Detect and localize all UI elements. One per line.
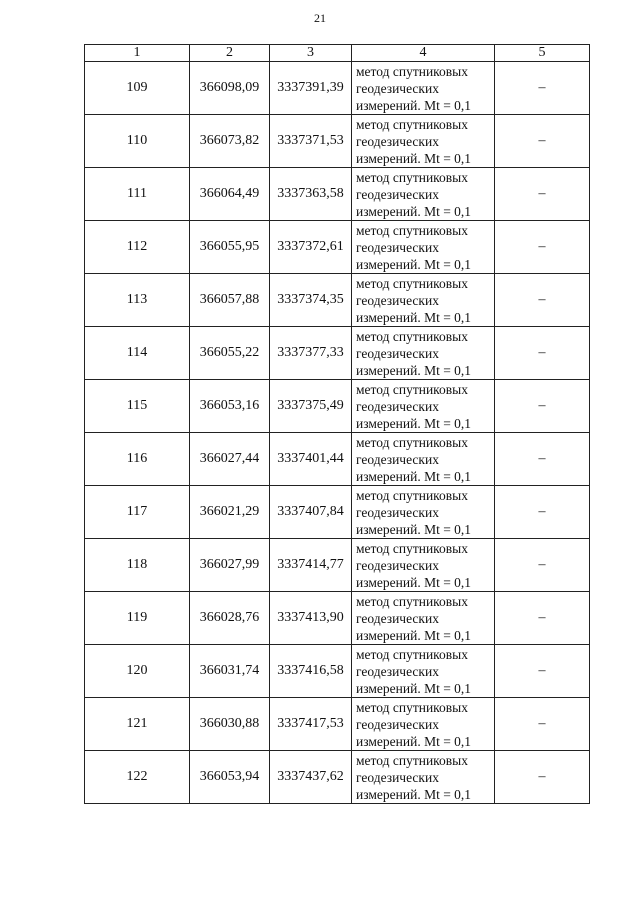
method-text-line: метод спутниковых bbox=[356, 381, 468, 397]
y-coordinate-cell: 3337375,49 bbox=[270, 380, 352, 433]
y-coordinate-cell: 3337413,90 bbox=[270, 592, 352, 645]
method-cell bbox=[352, 645, 495, 698]
method-cell bbox=[352, 486, 495, 539]
method-cell bbox=[352, 115, 495, 168]
table-row bbox=[85, 486, 590, 539]
coordinates-table bbox=[84, 44, 590, 804]
point-number-cell: 117 bbox=[85, 486, 190, 539]
point-number-cell: 115 bbox=[85, 380, 190, 433]
method-text-line: измерений. Mt = 0,1 bbox=[356, 150, 472, 166]
method-cell bbox=[352, 62, 495, 115]
column-header-5: 5 bbox=[495, 45, 590, 62]
method-cell bbox=[352, 327, 495, 380]
method-text-line: измерений. Mt = 0,1 bbox=[356, 415, 472, 431]
y-coordinate-cell: 3337391,39 bbox=[270, 62, 352, 115]
column-header-1: 1 bbox=[85, 45, 190, 62]
point-number-cell: 114 bbox=[85, 327, 190, 380]
note-cell: – bbox=[495, 539, 590, 592]
method-cell bbox=[352, 380, 495, 433]
method-text-line: геодезических bbox=[356, 345, 439, 361]
y-coordinate-cell: 3337416,58 bbox=[270, 645, 352, 698]
column-header-3: 3 bbox=[270, 45, 352, 62]
point-number-cell: 120 bbox=[85, 645, 190, 698]
y-coordinate-cell: 3337372,61 bbox=[270, 221, 352, 274]
table-row bbox=[85, 592, 590, 645]
table-row bbox=[85, 751, 590, 804]
note-cell: – bbox=[495, 221, 590, 274]
method-text-line: геодезических bbox=[356, 716, 439, 732]
column-header-2: 2 bbox=[190, 45, 270, 62]
method-text-line: метод спутниковых bbox=[356, 646, 468, 662]
x-coordinate-cell: 366073,82 bbox=[190, 115, 270, 168]
x-coordinate-cell: 366098,09 bbox=[190, 62, 270, 115]
table-row bbox=[85, 274, 590, 327]
x-coordinate-cell: 366027,99 bbox=[190, 539, 270, 592]
table-row bbox=[85, 433, 590, 486]
method-cell bbox=[352, 539, 495, 592]
table-row bbox=[85, 698, 590, 751]
point-number-cell: 121 bbox=[85, 698, 190, 751]
method-cell bbox=[352, 751, 495, 804]
x-coordinate-cell: 366053,94 bbox=[190, 751, 270, 804]
y-coordinate-cell: 3337417,53 bbox=[270, 698, 352, 751]
note-cell: – bbox=[495, 327, 590, 380]
note-cell: – bbox=[495, 62, 590, 115]
x-coordinate-cell: 366030,88 bbox=[190, 698, 270, 751]
method-text-line: измерений. Mt = 0,1 bbox=[356, 309, 472, 325]
method-text-line: геодезических bbox=[356, 133, 439, 149]
method-text-line: метод спутниковых bbox=[356, 222, 468, 238]
x-coordinate-cell: 366057,88 bbox=[190, 274, 270, 327]
method-cell bbox=[352, 221, 495, 274]
table-row bbox=[85, 221, 590, 274]
method-text-line: геодезических bbox=[356, 239, 439, 255]
x-coordinate-cell: 366021,29 bbox=[190, 486, 270, 539]
method-text-line: метод спутниковых bbox=[356, 169, 468, 185]
method-text-line: метод спутниковых bbox=[356, 752, 468, 768]
table-body bbox=[85, 62, 590, 804]
method-text-line: геодезических bbox=[356, 769, 439, 785]
note-cell: – bbox=[495, 486, 590, 539]
y-coordinate-cell: 3337401,44 bbox=[270, 433, 352, 486]
note-cell: – bbox=[495, 698, 590, 751]
note-cell: – bbox=[495, 380, 590, 433]
note-cell: – bbox=[495, 433, 590, 486]
table-row bbox=[85, 62, 590, 115]
note-cell: – bbox=[495, 115, 590, 168]
table-row bbox=[85, 327, 590, 380]
method-text-line: метод спутниковых bbox=[356, 593, 468, 609]
x-coordinate-cell: 366053,16 bbox=[190, 380, 270, 433]
table-row bbox=[85, 645, 590, 698]
method-text-line: геодезических bbox=[356, 557, 439, 573]
method-text-line: измерений. Mt = 0,1 bbox=[356, 627, 472, 643]
method-text-line: метод спутниковых bbox=[356, 275, 468, 291]
point-number-cell: 110 bbox=[85, 115, 190, 168]
note-cell: – bbox=[495, 751, 590, 804]
method-text-line: измерений. Mt = 0,1 bbox=[356, 733, 472, 749]
point-number-cell: 116 bbox=[85, 433, 190, 486]
method-text-line: геодезических bbox=[356, 186, 439, 202]
method-text-line: геодезических bbox=[356, 451, 439, 467]
method-text-line: метод спутниковых bbox=[356, 116, 468, 132]
x-coordinate-cell: 366027,44 bbox=[190, 433, 270, 486]
point-number-cell: 118 bbox=[85, 539, 190, 592]
method-text-line: измерений. Mt = 0,1 bbox=[356, 680, 472, 696]
point-number-cell: 122 bbox=[85, 751, 190, 804]
method-cell bbox=[352, 168, 495, 221]
method-text-line: метод спутниковых bbox=[356, 328, 468, 344]
y-coordinate-cell: 3337407,84 bbox=[270, 486, 352, 539]
method-text-line: метод спутниковых bbox=[356, 434, 468, 450]
header-row bbox=[85, 45, 590, 62]
x-coordinate-cell: 366028,76 bbox=[190, 592, 270, 645]
method-text-line: измерений. Mt = 0,1 bbox=[356, 256, 472, 272]
method-text-line: геодезических bbox=[356, 663, 439, 679]
x-coordinate-cell: 366064,49 bbox=[190, 168, 270, 221]
point-number-cell: 119 bbox=[85, 592, 190, 645]
table-row bbox=[85, 539, 590, 592]
note-cell: – bbox=[495, 274, 590, 327]
y-coordinate-cell: 3337363,58 bbox=[270, 168, 352, 221]
point-number-cell: 111 bbox=[85, 168, 190, 221]
method-text-line: измерений. Mt = 0,1 bbox=[356, 468, 472, 484]
point-number-cell: 109 bbox=[85, 62, 190, 115]
method-text-line: геодезических bbox=[356, 292, 439, 308]
note-cell: – bbox=[495, 592, 590, 645]
table-row bbox=[85, 380, 590, 433]
method-text-line: метод спутниковых bbox=[356, 63, 468, 79]
method-cell bbox=[352, 698, 495, 751]
x-coordinate-cell: 366055,22 bbox=[190, 327, 270, 380]
method-text-line: измерений. Mt = 0,1 bbox=[356, 97, 472, 113]
method-text-line: геодезических bbox=[356, 610, 439, 626]
table-row bbox=[85, 115, 590, 168]
method-cell bbox=[352, 433, 495, 486]
y-coordinate-cell: 3337414,77 bbox=[270, 539, 352, 592]
method-text-line: измерений. Mt = 0,1 bbox=[356, 786, 472, 802]
point-number-cell: 112 bbox=[85, 221, 190, 274]
y-coordinate-cell: 3337371,53 bbox=[270, 115, 352, 168]
method-text-line: метод спутниковых bbox=[356, 699, 468, 715]
method-cell bbox=[352, 592, 495, 645]
column-header-4: 4 bbox=[352, 45, 495, 62]
page-number: 21 bbox=[314, 11, 326, 25]
note-cell: – bbox=[495, 168, 590, 221]
note-cell: – bbox=[495, 645, 590, 698]
y-coordinate-cell: 3337437,62 bbox=[270, 751, 352, 804]
x-coordinate-cell: 366055,95 bbox=[190, 221, 270, 274]
table-row bbox=[85, 168, 590, 221]
method-cell bbox=[352, 274, 495, 327]
method-text-line: метод спутниковых bbox=[356, 487, 468, 503]
method-text-line: геодезических bbox=[356, 504, 439, 520]
table-header bbox=[85, 45, 590, 62]
method-text-line: метод спутниковых bbox=[356, 540, 468, 556]
method-text-line: геодезических bbox=[356, 80, 439, 96]
point-number-cell: 113 bbox=[85, 274, 190, 327]
method-text-line: измерений. Mt = 0,1 bbox=[356, 574, 472, 590]
y-coordinate-cell: 3337374,35 bbox=[270, 274, 352, 327]
method-text-line: измерений. Mt = 0,1 bbox=[356, 203, 472, 219]
method-text-line: измерений. Mt = 0,1 bbox=[356, 521, 472, 537]
method-text-line: измерений. Mt = 0,1 bbox=[356, 362, 472, 378]
y-coordinate-cell: 3337377,33 bbox=[270, 327, 352, 380]
method-text-line: геодезических bbox=[356, 398, 439, 414]
x-coordinate-cell: 366031,74 bbox=[190, 645, 270, 698]
